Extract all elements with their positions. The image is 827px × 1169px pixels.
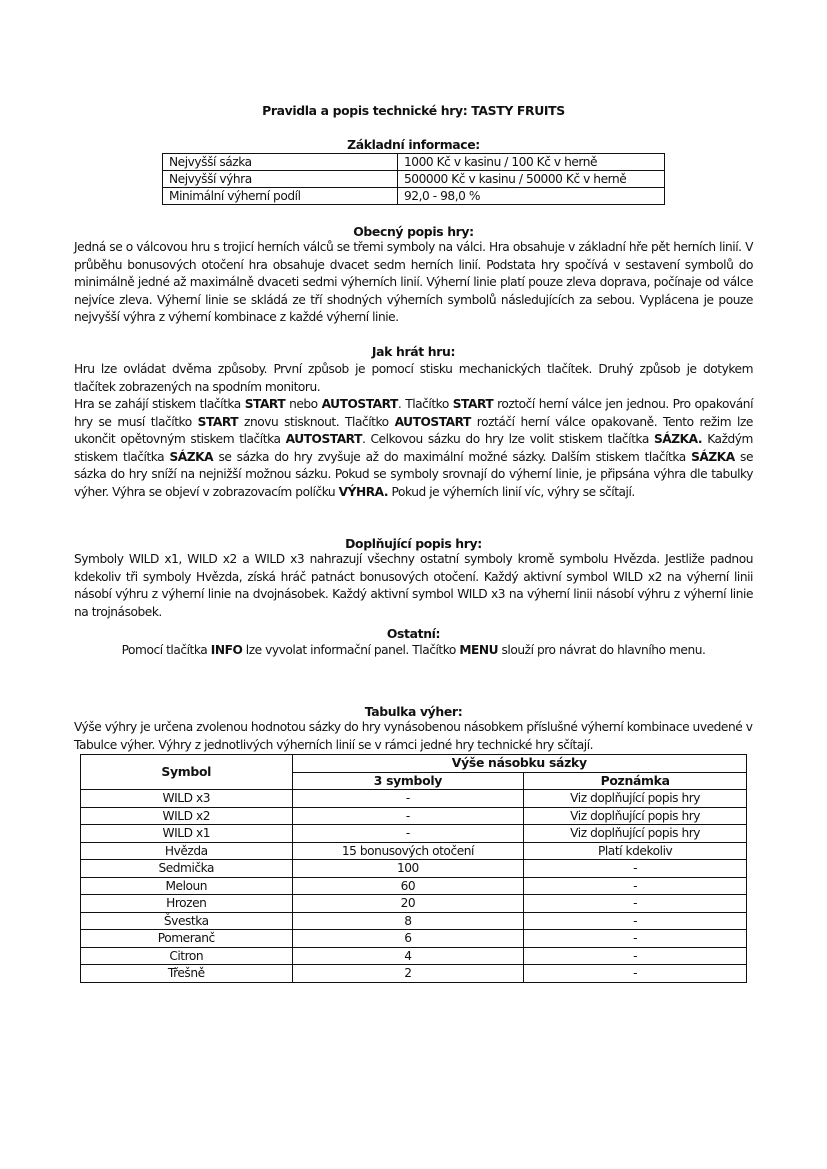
win-table-intro bbox=[74, 719, 753, 754]
info-label: Minimální výherní podíl bbox=[163, 188, 398, 205]
paragraph: Hru lze ovládat dvěma způsoby. První způsob je pomocí stisku mechanických tlačítek. Druhý způsob je dotykem tlačítek zobrazených na spodním monitoru. bbox=[74, 362, 753, 394]
additional-description-text bbox=[74, 551, 753, 621]
start-button-ref: START bbox=[244, 397, 286, 411]
table-row bbox=[81, 965, 747, 983]
cell-note: Viz doplňující popis hry bbox=[524, 790, 747, 808]
menu-button-ref: MENU bbox=[459, 643, 499, 657]
table-row bbox=[81, 825, 747, 843]
paragraph: Symboly WILD x1, WILD x2 a WILD x3 nahrazují všechny ostatní symboly kromě symbolu Hvězda. Jestliže padnou kdekoliv tři symboly Hvězda, získá hráč patnáct bonusových otočení. Každý aktivní symbol WILD x2 na výherní linii násobí výhru z výherní linie na dvojnásobek. Každý aktivní symbol WILD x3 na výherní linii násobí výhru z výherní linie na trojnásobek. bbox=[74, 552, 753, 619]
table-row bbox=[81, 930, 747, 948]
how-to-play-text bbox=[74, 361, 753, 501]
cell-three: - bbox=[292, 825, 524, 843]
table-row bbox=[81, 877, 747, 895]
bet-button-ref: SÁZKA bbox=[691, 449, 735, 464]
cell-three: 15 bonusových otočení bbox=[292, 842, 524, 860]
basic-info-table bbox=[162, 153, 665, 205]
paragraph: Jedná se o válcovou hru s trojicí herních válců se třemi symboly na válci. Hra obsahuje v základní hře pět herních linií. V průběhu bonusových otočení hra obsahuje dvacet sedm herních linií. Podstata hry spočívá v sestavení symbolů do minimálně jedné až maximálně dvaceti sedmi výherních linií. Výherní linie platí pouze zleva doprava, počínaje od válce nejvíce zleva. Výherní linie se skládá ze tří shodných výherních symbolů následujících za sebou. Vyplácena je pouze nejvyšší výhra z výherní kombinace z každé výherní linie. bbox=[74, 240, 753, 324]
info-value: 1000 Kč v kasinu / 100 Kč v herně bbox=[398, 154, 665, 171]
cell-note: - bbox=[524, 947, 747, 965]
paragraph: Výše výhry je určena zvolenou hodnotou sázky do hry vynásobenou násobkem příslušné výherní kombinace uvedené v Tabulce výher. Výhry z jednotlivých výherních linií se v rámci jedné hry technické hry sčítají. bbox=[74, 720, 753, 752]
win-table-heading: Tabulka výher: bbox=[364, 704, 463, 719]
cell-note: - bbox=[524, 912, 747, 930]
header-symbol: Symbol bbox=[81, 755, 293, 790]
cell-note: - bbox=[524, 965, 747, 983]
cell-symbol: Meloun bbox=[81, 877, 293, 895]
how-to-play-heading: Jak hrát hru: bbox=[371, 344, 456, 359]
cell-note: - bbox=[524, 877, 747, 895]
bet-button-ref: SÁZKA bbox=[169, 449, 214, 464]
info-button-ref: INFO bbox=[210, 643, 243, 657]
table-row bbox=[81, 790, 747, 808]
cell-symbol: Švestka bbox=[81, 912, 293, 930]
table-row bbox=[163, 154, 665, 171]
cell-symbol: WILD x1 bbox=[81, 825, 293, 843]
other-heading: Ostatní: bbox=[386, 626, 441, 641]
cell-three: 20 bbox=[292, 895, 524, 913]
cell-symbol: Třešně bbox=[81, 965, 293, 983]
cell-three: 6 bbox=[292, 930, 524, 948]
cell-note: - bbox=[524, 860, 747, 878]
cell-three: 2 bbox=[292, 965, 524, 983]
table-row bbox=[163, 171, 665, 188]
autostart-button-ref: AUTOSTART bbox=[394, 414, 471, 429]
cell-note: Viz doplňující popis hry bbox=[524, 807, 747, 825]
header-bet-multiplier: Výše násobku sázky bbox=[292, 755, 746, 773]
cell-symbol: Sedmička bbox=[81, 860, 293, 878]
start-button-ref: START bbox=[452, 397, 494, 411]
cell-note: - bbox=[524, 930, 747, 948]
paragraph: Hra se zahájí stiskem tlačítka START nebo AUTOSTART. Tlačítko START roztočí herní válce jen jednou. Pro opakování hry se musí tlačítko START znovu stisknout. Tlačítko AUTOSTART roztáčí herní válce opakovaně. Tento režim lze ukončit opětovným stiskem tlačítka AUTOSTART. Celkovou sázku do hry lze volit stiskem tlačítka SÁZKA. Každým stiskem tlačítka SÁZKA se sázka do hry zvyšuje až do maximální možné sázky. Dalším stiskem tlačítka SÁZKA se sázka do hry sníží na nejnižší možnou sázku. Pokud se symboly srovnají do výherní linie, je připsána výhra dle tabulky výher. Výhra se objeví v zobrazovacím políčku VÝHRA. Pokud je výherních linií víc, výhry se sčítají. bbox=[74, 397, 754, 499]
cell-three: 100 bbox=[292, 860, 524, 878]
general-description-heading: Obecný popis hry: bbox=[353, 224, 474, 239]
cell-symbol: Pomeranč bbox=[81, 930, 293, 948]
bet-button-ref: SÁZKA. bbox=[653, 432, 703, 446]
cell-note: Platí kdekoliv bbox=[524, 842, 747, 860]
start-button-ref: START bbox=[197, 414, 239, 429]
general-description-text bbox=[74, 239, 753, 327]
additional-description-heading: Doplňující popis hry: bbox=[345, 536, 482, 551]
win-table bbox=[80, 754, 747, 983]
autostart-button-ref: AUTOSTART bbox=[321, 397, 398, 411]
table-row bbox=[81, 947, 747, 965]
table-header-row bbox=[81, 755, 747, 773]
basic-info-heading: Základní informace: bbox=[347, 137, 480, 152]
cell-note: - bbox=[524, 895, 747, 913]
cell-three: - bbox=[292, 807, 524, 825]
table-row bbox=[81, 912, 747, 930]
info-label: Nejvyšší výhra bbox=[163, 171, 398, 188]
cell-three: - bbox=[292, 790, 524, 808]
table-row bbox=[81, 860, 747, 878]
cell-symbol: WILD x2 bbox=[81, 807, 293, 825]
cell-symbol: Hrozen bbox=[81, 895, 293, 913]
cell-three: 60 bbox=[292, 877, 524, 895]
cell-symbol: WILD x3 bbox=[81, 790, 293, 808]
table-row bbox=[81, 895, 747, 913]
win-field-ref: VÝHRA. bbox=[338, 484, 389, 499]
table-row bbox=[81, 842, 747, 860]
table-row bbox=[163, 188, 665, 205]
cell-symbol: Hvězda bbox=[81, 842, 293, 860]
cell-symbol: Citron bbox=[81, 947, 293, 965]
info-label: Nejvyšší sázka bbox=[163, 154, 398, 171]
autostart-button-ref: AUTOSTART bbox=[285, 432, 362, 446]
cell-three: 4 bbox=[292, 947, 524, 965]
header-note: Poznámka bbox=[524, 772, 747, 790]
info-value: 92,0 - 98,0 % bbox=[398, 188, 665, 205]
header-three-symbols: 3 symboly bbox=[292, 772, 524, 790]
table-row bbox=[81, 807, 747, 825]
paragraph: Pomocí tlačítka INFO lze vyvolat informační panel. Tlačítko MENU slouží pro návrat do hlavního menu. bbox=[121, 643, 706, 657]
info-value: 500000 Kč v kasinu / 50000 Kč v herně bbox=[398, 171, 665, 188]
cell-three: 8 bbox=[292, 912, 524, 930]
cell-note: Viz doplňující popis hry bbox=[524, 825, 747, 843]
other-text bbox=[74, 642, 753, 660]
document-title: Pravidla a popis technické hry: TASTY FRUITS bbox=[262, 103, 565, 118]
